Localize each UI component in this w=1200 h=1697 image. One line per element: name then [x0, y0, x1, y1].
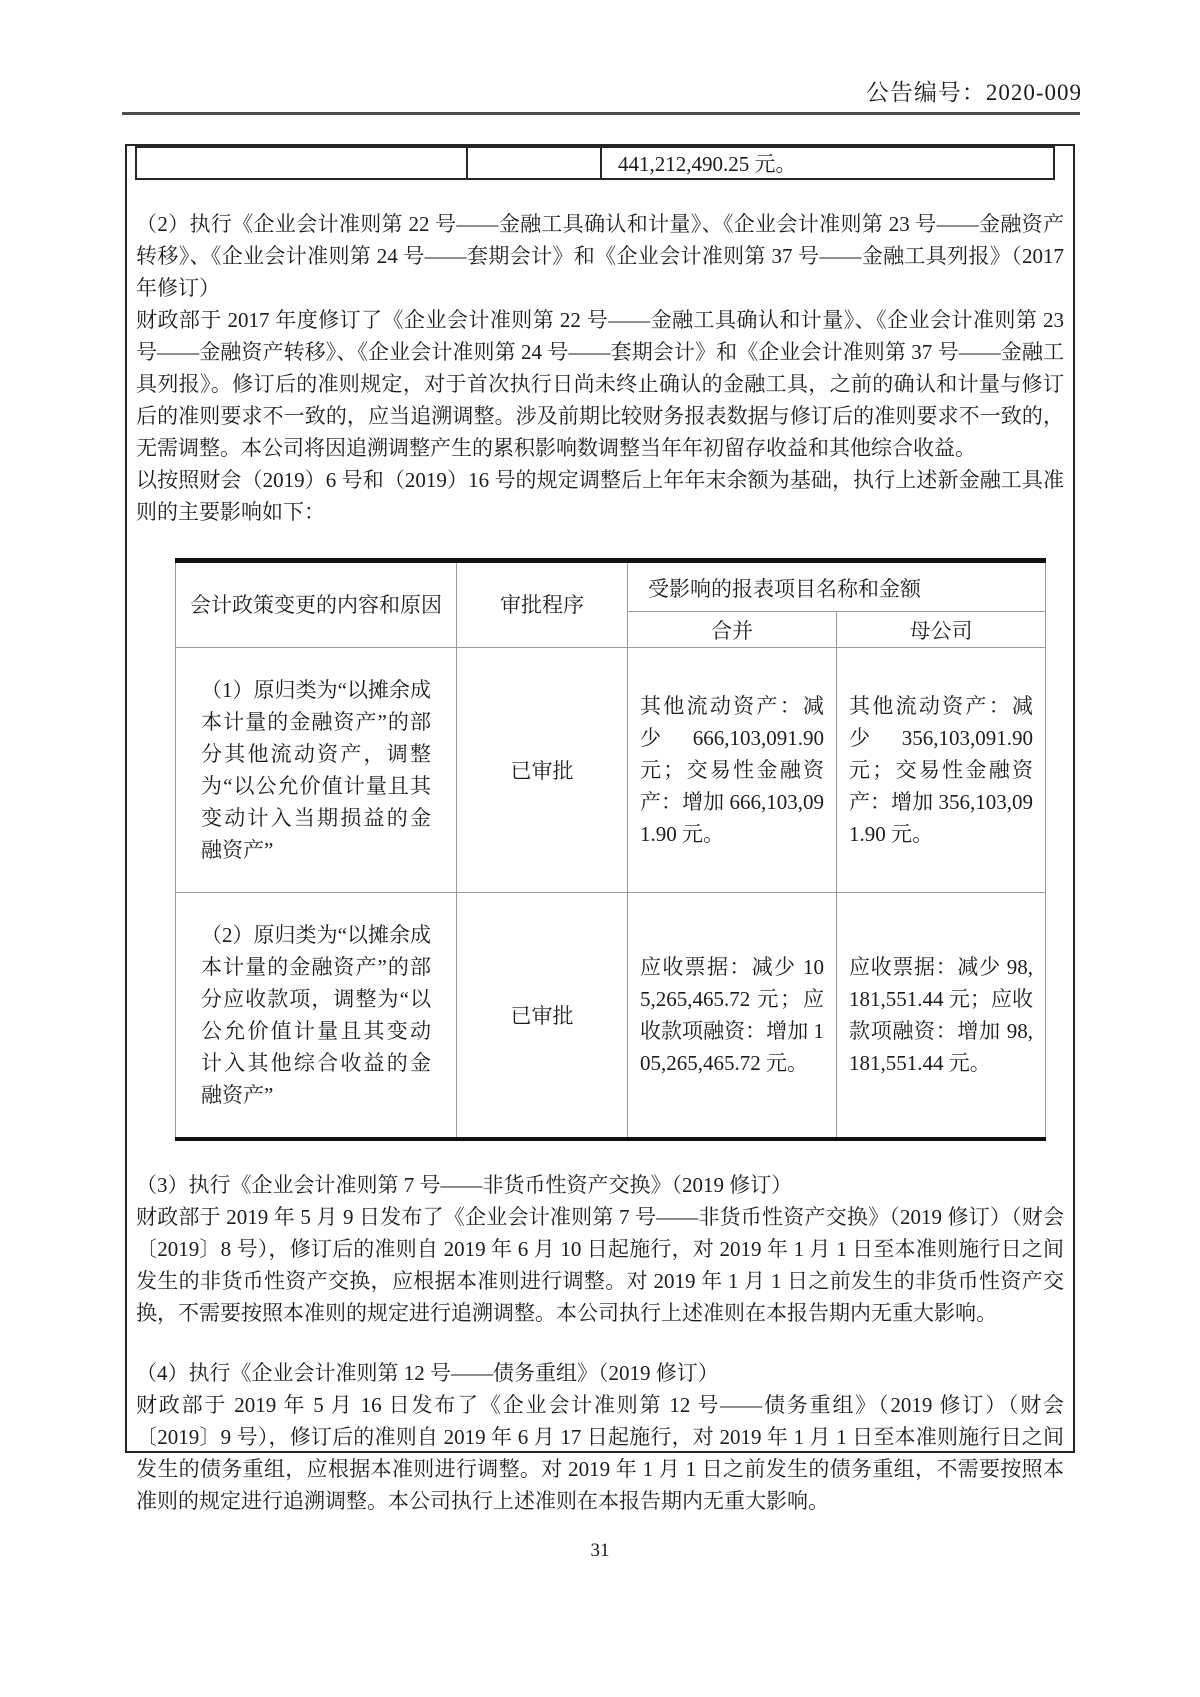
page-number: 31	[590, 1540, 610, 1561]
row-1-approval: 已审批	[457, 648, 628, 893]
row-2-consolidated: 应收票据：减少 105,265,465.72 元；应收款项融资：增加 105,265,465.72 元。	[628, 893, 837, 1140]
section-4-heading: （4）执行《企业会计准则第 12 号——债务重组》（2019 修订）	[136, 1361, 719, 1385]
col-header-approval: 审批程序	[457, 561, 628, 648]
section-3-heading: （3）执行《企业会计准则第 7 号——非货币性资产交换》（2019 修订）	[136, 1173, 793, 1197]
doc-number: 公告编号：2020-009	[865, 80, 1082, 105]
table-row-1	[176, 648, 1046, 893]
carryover-table	[135, 146, 1055, 180]
impact-table-header	[176, 561, 1046, 648]
carryover-row	[136, 147, 1054, 179]
section-2-body: 财政部于 2017 年度修订了《企业会计准则第 22 号——金融工具确认和计量》、《企业会计准则第 23 号——金融资产转移》、《企业会计准则第 24 号——套期会计》和《企业会计准则第 37 号——金融工具列报》。修订后的准则规定，对于首次执行日尚未终止确认的金融工具，之前的确认和计量与修订后的准则要求不一致的，应当追溯调整。涉及前期比较财务报表数据与修订后的准则要求不一致的，无需调整。本公司将因追溯调整产生的累积影响数调整当年年初留存收益和其他综合收益。	[136, 308, 1064, 460]
col-header-reason: 会计政策变更的内容和原因	[176, 561, 457, 648]
row-2-approval: 已审批	[457, 893, 628, 1140]
header-row-main	[176, 561, 1046, 612]
col-header-consolidated: 合并	[628, 612, 837, 648]
table-row-2	[176, 893, 1046, 1140]
row-2-parent: 应收票据：减少 98,181,551.44 元；应收款项融资：增加 98,181,551.44 元。	[837, 893, 1046, 1140]
row-2-reason: （2）原归类为“以摊余成本计量的金融资产”的部分应收款项，调整为“以公允价值计量且其变动计入其他综合收益的金融资产”	[176, 893, 457, 1140]
content-box	[125, 144, 1075, 1513]
col-header-impact: 受影响的报表项目名称和金额	[628, 561, 1046, 612]
carryover-cell-amount: 441,212,490.25 元。	[601, 147, 1054, 179]
carryover-cell-2	[467, 147, 601, 179]
impact-table-body	[176, 648, 1046, 1140]
section-4-body: 财政部于 2019 年 5 月 16 日发布了《企业会计准则第 12 号——债务重组》（2019 修订）（财会〔2019〕9 号），修订后的准则自 2019 年 6 月 17 日起施行，对 2019 年 1 月 1 日至本准则施行日之间发生的债务重组，应根据本准则进行调整。对 2019 年 1 月 1 日之前发生的债务重组，不需要按照本准则的规定进行追溯调整。本公司执行上述准则在本报告期内无重大影响。	[136, 1393, 1064, 1513]
row-1-parent: 其他流动资产：减少 356,103,091.90 元；交易性金融资产：增加 356,103,091.90 元。	[837, 648, 1046, 893]
row-1-consolidated: 其他流动资产：减少 666,103,091.90 元；交易性金融资产：增加 666,103,091.90 元。	[628, 648, 837, 893]
impact-table	[175, 558, 1046, 1141]
col-header-parent: 母公司	[837, 612, 1046, 648]
row-1-reason: （1）原归类为“以摊余成本计量的金融资产”的部分其他流动资产，调整为“以公允价值计量且其变动计入当期损益的金融资产”	[176, 648, 457, 893]
section-2-heading: （2）执行《企业会计准则第 22 号——金融工具确认和计量》、《企业会计准则第 23 号——金融资产转移》、《企业会计准则第 24 号——套期会计》和《企业会计准则第 37 号——金融工具列报》（2017 年修订）	[136, 212, 1064, 300]
header-rule	[122, 112, 1080, 115]
carryover-cell-1	[136, 147, 467, 179]
section-3-body: 财政部于 2019 年 5 月 9 日发布了《企业会计准则第 7 号——非货币性资产交换》（2019 修订）（财会〔2019〕8 号），修订后的准则自 2019 年 6 月 10 日起施行，对 2019 年 1 月 1 日至本准则施行日之间发生的非货币性资产交换，应根据本准则进行调整。对 2019 年 1 月 1 日之前发生的非货币性资产交换，不需要按照本准则的规定进行追溯调整。本公司执行上述准则在本报告期内无重大影响。	[136, 1205, 1064, 1325]
section-2-basis: 以按照财会（2019）6 号和（2019）16 号的规定调整后上年年末余额为基础，执行上述新金融工具准则的主要影响如下：	[136, 468, 1064, 524]
